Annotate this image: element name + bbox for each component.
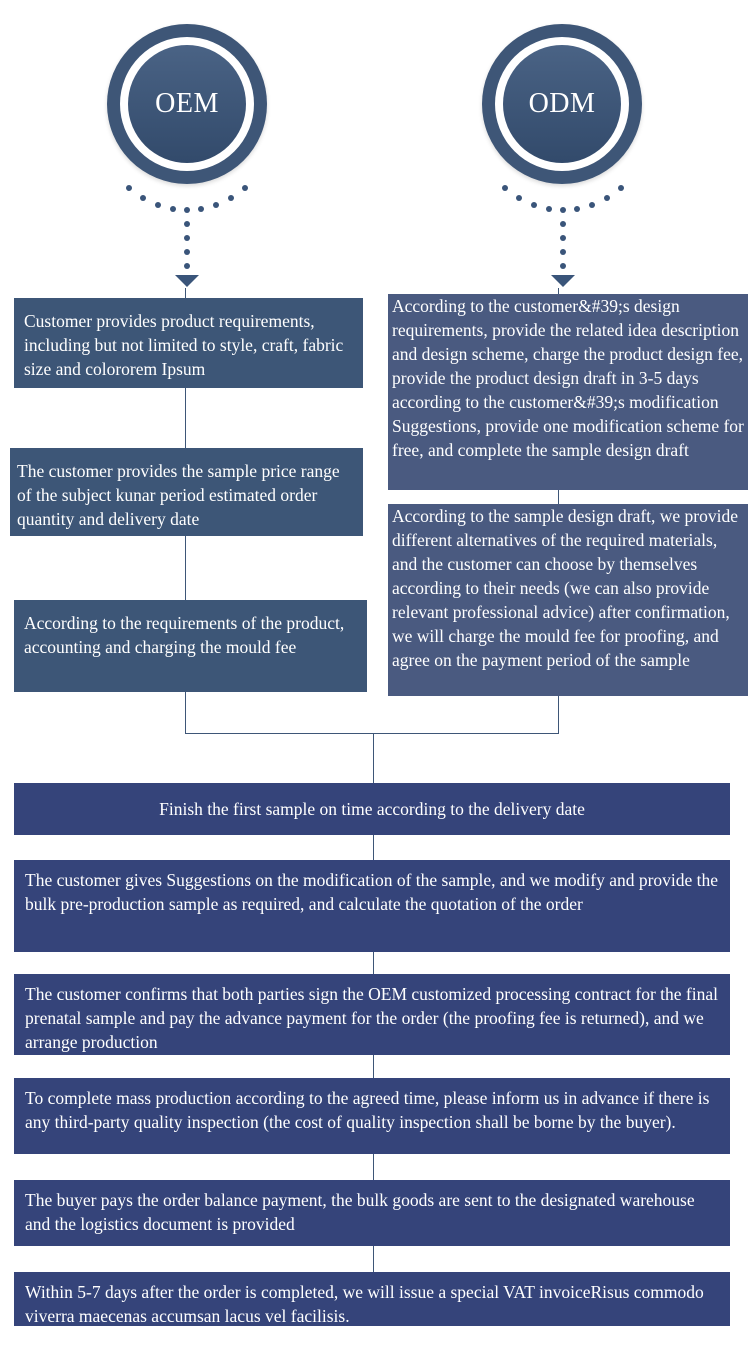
oem-circle xyxy=(107,24,267,184)
merge-line xyxy=(185,733,559,734)
odm-step-1: According to the customer&#39;s design requirements, provide the related idea description and design scheme, charge the product design fee, provide the product design draft in 3-5 days according to the customer&#39;s modification Suggestions, provide one modification scheme for free, and complete the sample design draft xyxy=(388,294,748,490)
oem-arrow-icon xyxy=(175,275,199,287)
oem-step-3: According to the requirements of the product, accounting and charging the mould fee xyxy=(14,600,367,692)
oem-title: OEM xyxy=(128,45,246,163)
oem-step-1: Customer provides product requirements, including but not limited to style, craft, fabric size and colororem Ipsum xyxy=(14,298,363,388)
common-step-6: Within 5-7 days after the order is completed, we will issue a special VAT invoiceRisus commodo viverra maecenas accumsan lacus vel facilisis. xyxy=(14,1272,730,1326)
common-step-3: The customer confirms that both parties sign the OEM customized processing contract for the final prenatal sample and pay the advance payment for the order (the proofing fee is returned), and we arrange production xyxy=(14,974,730,1055)
odm-title: ODM xyxy=(503,45,621,163)
oem-step-2: The customer provides the sample price range of the subject kunar period estimated order quantity and delivery date xyxy=(10,448,363,536)
common-step-1: Finish the first sample on time according to the delivery date xyxy=(14,783,730,835)
odm-step-2: According to the sample design draft, we provide different alternatives of the required materials, and the customer can choose by themselves according to their needs (we can also provide relevant professional advice) after confirmation, we will charge the mould fee for proofing, and agree on the payment period of the sample xyxy=(388,504,748,696)
odm-circle xyxy=(482,24,642,184)
odm-arrow-icon xyxy=(551,275,575,287)
common-step-4: To complete mass production according to the agreed time, please inform us in advance if there is any third-party quality inspection (the cost of quality inspection shall be borne by the buyer). xyxy=(14,1078,730,1154)
common-step-2: The customer gives Suggestions on the modification of the sample, and we modify and provide the bulk pre-production sample as required, and calculate the quotation of the order xyxy=(14,860,730,952)
common-step-5: The buyer pays the order balance payment, the bulk goods are sent to the designated warehouse and the logistics document is provided xyxy=(14,1180,730,1246)
